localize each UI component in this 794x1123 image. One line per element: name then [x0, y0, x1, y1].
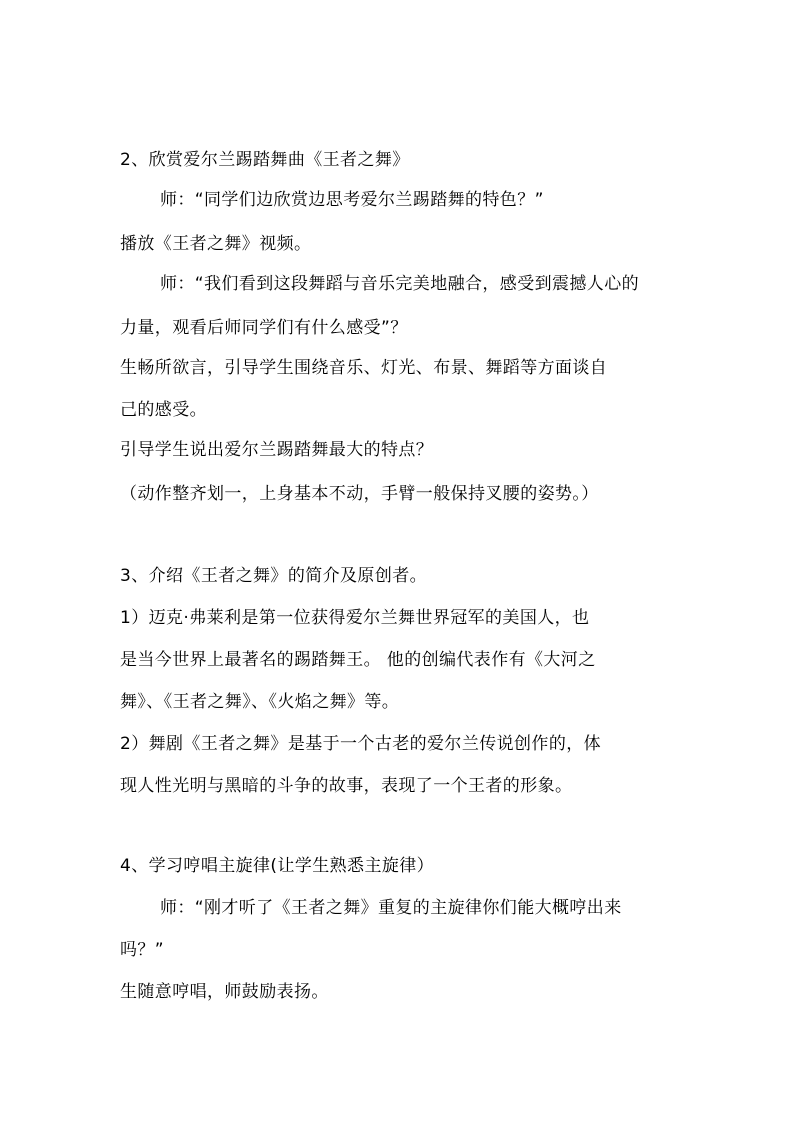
paragraph-line: 是当今世界上最著名的踢踏舞王。 他的创编代表作有《大河之: [120, 650, 596, 670]
section-2-heading: 2、欣赏爱尔兰踢踏舞曲《王者之舞》: [120, 150, 410, 170]
section-3-heading: 3、介绍《王者之舞》的简介及原创者。: [120, 566, 428, 586]
section-4-heading: 4、学习哼唱主旋律(让学生熟悉主旋律）: [120, 856, 435, 876]
paragraph-line: 己的感受。: [120, 400, 207, 420]
paragraph-line: 师：“刚才听了《王者之舞》重复的主旋律你们能大概哼出来: [160, 898, 622, 918]
paragraph-line: 1）迈克·弗莱利是第一位获得爱尔兰舞世界冠军的美国人，也: [120, 608, 590, 628]
paragraph-line: 力量，观看后师同学们有什么感受”？: [120, 318, 408, 338]
paragraph-line: 现人性光明与黑暗的斗争的故事，表现了一个王者的形象。: [120, 776, 573, 796]
paragraph-line: 生随意哼唱，师鼓励表扬。: [120, 982, 329, 1002]
paragraph-line: 2）舞剧《王者之舞》是基于一个古老的爱尔兰传说创作的，体: [120, 734, 602, 754]
paragraph-line: 生畅所欲言，引导学生围绕音乐、灯光、布景、舞蹈等方面谈自: [120, 358, 608, 378]
paragraph-line: 舞》、《王者之舞》、《火焰之舞》等。: [120, 692, 400, 712]
paragraph-line: 引导学生说出爱尔兰踢踏舞最大的特点？: [120, 440, 434, 460]
paragraph-line: 吗？”: [120, 940, 165, 960]
paragraph-line: （动作整齐划一，上身基本不动，手臂一般保持叉腰的姿势。）: [120, 484, 599, 504]
paragraph-line: 师：“我们看到这段舞蹈与音乐完美地融合，感受到震撼人心的: [160, 274, 640, 294]
paragraph-line: 师：“同学们边欣赏边思考爱尔兰踢踏舞的特色？”: [160, 190, 544, 210]
paragraph-line: 播放《王者之舞》视频。: [120, 234, 312, 254]
